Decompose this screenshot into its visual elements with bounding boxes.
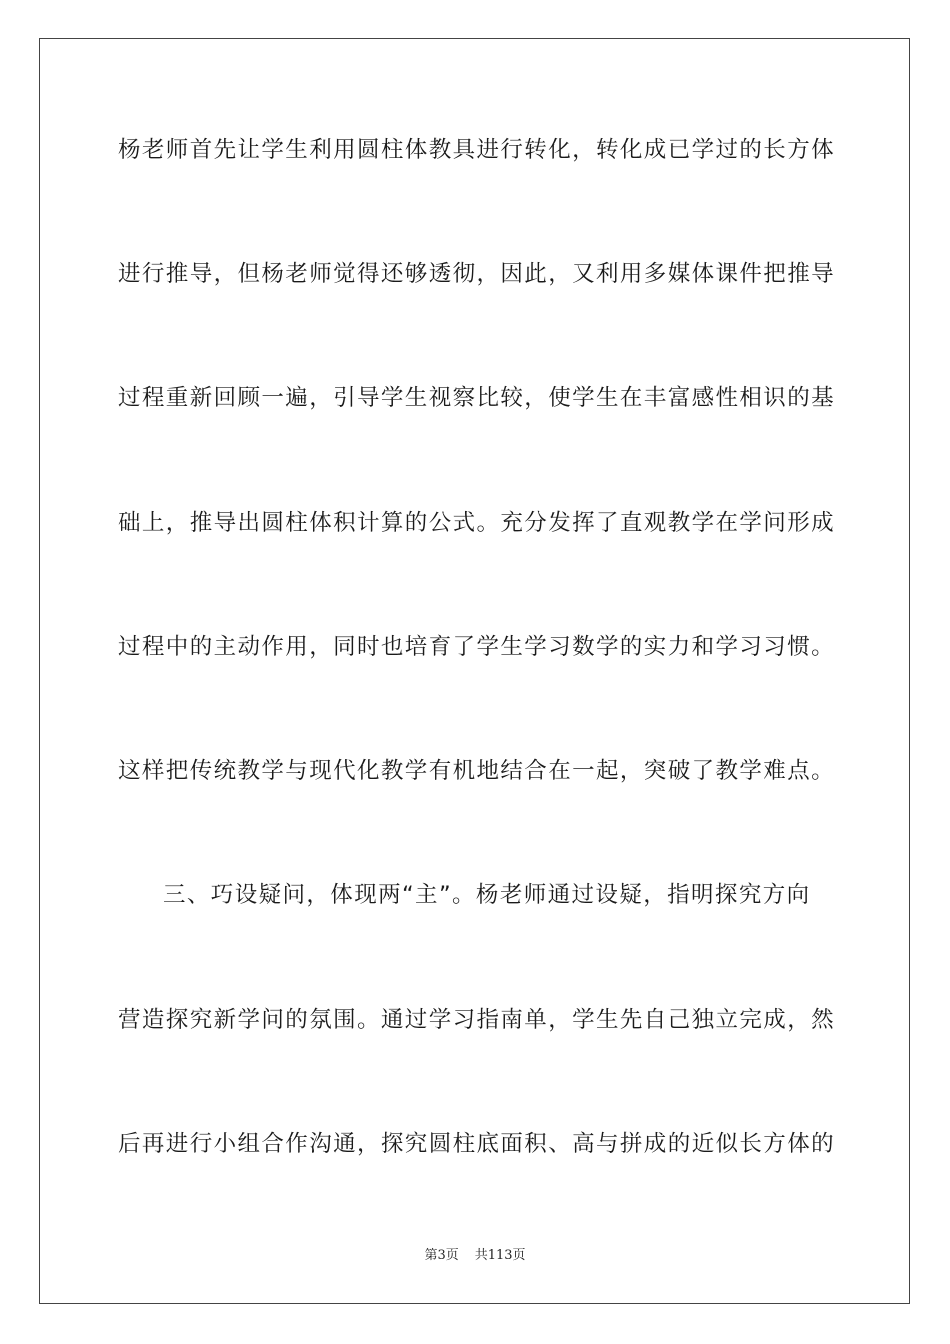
paragraph-line: 进行推导，但杨老师觉得还够透彻，因此，又利用多媒体课件把推导	[118, 261, 836, 287]
page-number: 第3页	[424, 1248, 459, 1263]
paragraph-line: 后再进行小组合作沟通，探究圆柱底面积、高与拼成的近似长方体的	[118, 1131, 836, 1157]
page-total: 共113页	[474, 1248, 526, 1263]
paragraph-line: 这样把传统教学与现代化教学有机地结合在一起，突破了教学难点。	[118, 758, 836, 784]
paragraph-line: 过程重新回顾一遍，引导学生视察比较，使学生在丰富感性相识的基	[118, 385, 836, 411]
paragraph-line: 础上，推导出圆柱体积计算的公式。充分发挥了直观教学在学问形成	[118, 510, 836, 536]
paragraph-line: 三、巧设疑问，体现两“主”。杨老师通过设疑，指明探究方向	[163, 882, 811, 908]
paragraph-line: 杨老师首先让学生利用圆柱体教具进行转化，转化成已学过的长方体	[118, 137, 836, 163]
paragraph-line: 营造探究新学问的氛围。通过学习指南单，学生先自己独立完成，然	[118, 1007, 836, 1033]
page-footer	[0, 1247, 950, 1265]
paragraph-line: 过程中的主动作用，同时也培育了学生学习数学的实力和学习习惯。	[118, 634, 836, 660]
page-border	[39, 38, 910, 1304]
